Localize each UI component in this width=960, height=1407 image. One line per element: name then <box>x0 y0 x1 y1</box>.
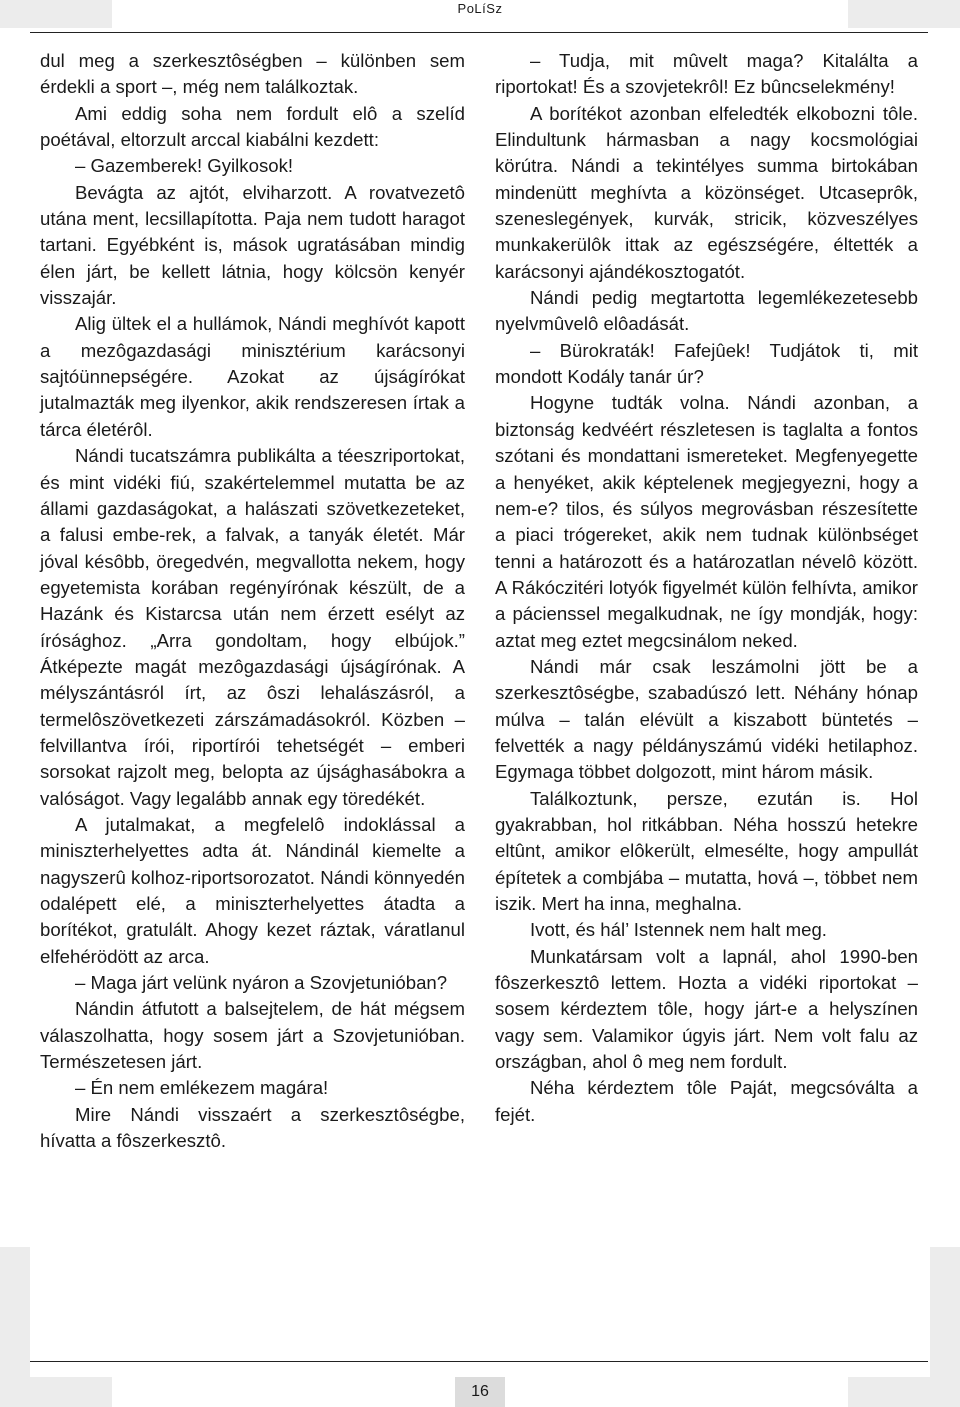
paragraph: Nándi már csak leszámolni jött be a szerkesztôségbe, szabadúszó lett. Néhány hónap múlva – talán elévült a kiszabott büntetés – felvették a nagy példányszámú vidéki hetilaphoz. Egymaga többet dolgozott, mint három másik. <box>495 655 918 783</box>
paragraph: – Én nem emlékezem magára! <box>75 1077 329 1099</box>
page-number: 16 <box>455 1377 505 1407</box>
paragraph: Ami eddig soha nem fordult elô a szelíd poétával, eltorzult arccal kiabálni kezdett: <box>40 102 465 151</box>
left-text-column <box>40 48 465 1154</box>
paragraph: – Bürokraták! Fafejûek! Tudjátok ti, mit mondott Kodály tanár úr? <box>495 339 918 388</box>
corner-decoration-bottom-right-bar <box>848 1377 960 1407</box>
paragraph: Nándin átfutott a balsejtelem, de hát mégsem válaszolhatta, hogy sosem járt a Szovjetunióban. Természetesen járt. <box>40 998 465 1073</box>
header-rule <box>30 32 928 33</box>
paragraph: dul meg a szerkesztôségben – különben sem érdekli a sport –, még nem találkoztak. <box>40 50 465 98</box>
right-text-column <box>495 48 918 1128</box>
paragraph: Munkatársam volt a lapnál, ahol 1990-ben fôszerkesztô lettem. Hozta a vidéki riportokat – sosem kérdeztem tôle, hogy járt-e a helyszínen vagy sem. Valamikor úgyis járt. Nem volt falu az országban, ahol ô meg nem fordult. <box>495 945 918 1073</box>
paragraph: Nándi tucatszámra publikálta a téeszriportokat, és mint vidéki fiú, szakértelemmel mutatta be az állami gazdaságokat, a halászati szövetkezeteket, a falusi embe-rek, a falvak, a tanyák életét. Már jóval késôbb, öregedvén, megvallotta nekem, hogy egyetemista korában regényírónak készült, de a Hazánk és Kistarcsa után nem érzett esélyt az írósághoz. „Arra gondoltam, hogy elbújok.” Átképezte magát mezôgazdasági újságírónak. A mélyszántásról írt, az ôszi lehalászásról, a termelôszövetkezeti zárszámadásokról. Közben – felvillantva írói, riportírói tehetségét – emberi sorsokat rajzolt meg, belopta az újsághasábokra a valóságot. Vagy legalább annak egy töredékét. <box>40 445 465 809</box>
paragraph: Mire Nándi visszaért a szerkesztôségbe, hívatta a fôszerkesztô. <box>40 1103 465 1152</box>
paragraph: Alig ültek el a hullámok, Nándi meghívót kapott a mezôgazdasági minisztérium karácsonyi sajtóünnepségére. Azokat az újságírókat jutalmazták meg ilyenkor, akik rendszeresen írtak a tárca életérôl. <box>40 313 465 440</box>
paragraph: – Tudja, mit mûvelt maga? Kitalálta a riportokat! És a szovjetekrôl! Ez bûncselekmény! <box>495 50 918 98</box>
paragraph: Nándi pedig megtartotta legemlékezetesebb nyelvmûvelô elôadását. <box>495 287 918 335</box>
paragraph: A borítékot azonban elfeledték elkobozni tôle. Elindultunk hármasban a nagy kocsmológiai körútra. Nándi a tekintélyes summa birtokában mindenütt meghívta a közönséget. Utcaseprôk, szeneslegények, kurvák, stricik, közveszélyes munkakerülôk ittak az egészségére, éltették a karácsonyi ajándékosztogatót. <box>495 102 918 282</box>
paragraph: Hogyne tudták volna. Nándi azonban, a biztonság kedvéért részletesen is taglalta a fontos szótani és mondattani ismereteket. Megfenyegette a henyéket, akik képtelenek megjegyezni, hogy a nem-e? tilos, és súlyos megrovásban részesítette a piaci trógereket, akik nem tudnak különbséget tenni a határozott és a határozatlan névelô között. A Rákóczitéri lotyók figyelmét külön felhívta, amikor a pácienssel megalkudnak, ne így mondják, hogy: aztat meg eztet megcsinálom neked. <box>495 392 918 651</box>
running-header-title: PoLíSz <box>457 1 503 16</box>
paragraph: Találkoztunk, persze, ezután is. Hol gyakrabban, hol ritkábban. Néha hosszú hetekre eltûnt, amikor elôkerült, elmesélte, hogy ampullát építetek a combjába – mutatta, hová –, többet nem iszik. Mert ha inna, meghalna. <box>495 787 918 914</box>
paragraph: Bevágta az ajtót, elviharzott. A rovatvezetô utána ment, lecsillapította. Paja nem tudott haragot tartani. Egyébként is, mások ugratásában mindig élen járt, be kellett látnia, hogy kölcsön kenyér visszajár. <box>40 181 465 309</box>
paragraph: A jutalmakat, a megfelelô indoklással a miniszterhelyettes adta át. Nándinál kiemelte a nagyszerû kolhoz-riportsorozatot. Nándi könnyedén odalépett elé, a miniszterhelyettes átadta a borítékot, gratulált. Ahogy kezet ráztak, váratlanul elfehérödött az arca. <box>40 813 465 967</box>
paragraph: – Maga járt velünk nyáron a Szovjetunióban? <box>75 972 448 994</box>
footer-rule <box>30 1361 928 1362</box>
paragraph: – Gazemberek! Gyilkosok! <box>75 155 294 177</box>
corner-decoration-bottom-left-bar <box>0 1377 112 1407</box>
paragraph: Néha kérdeztem tôle Paját, megcsóválta a fejét. <box>495 1077 918 1125</box>
paragraph: Ivott, és hál’ Istennek nem halt meg. <box>530 919 827 941</box>
